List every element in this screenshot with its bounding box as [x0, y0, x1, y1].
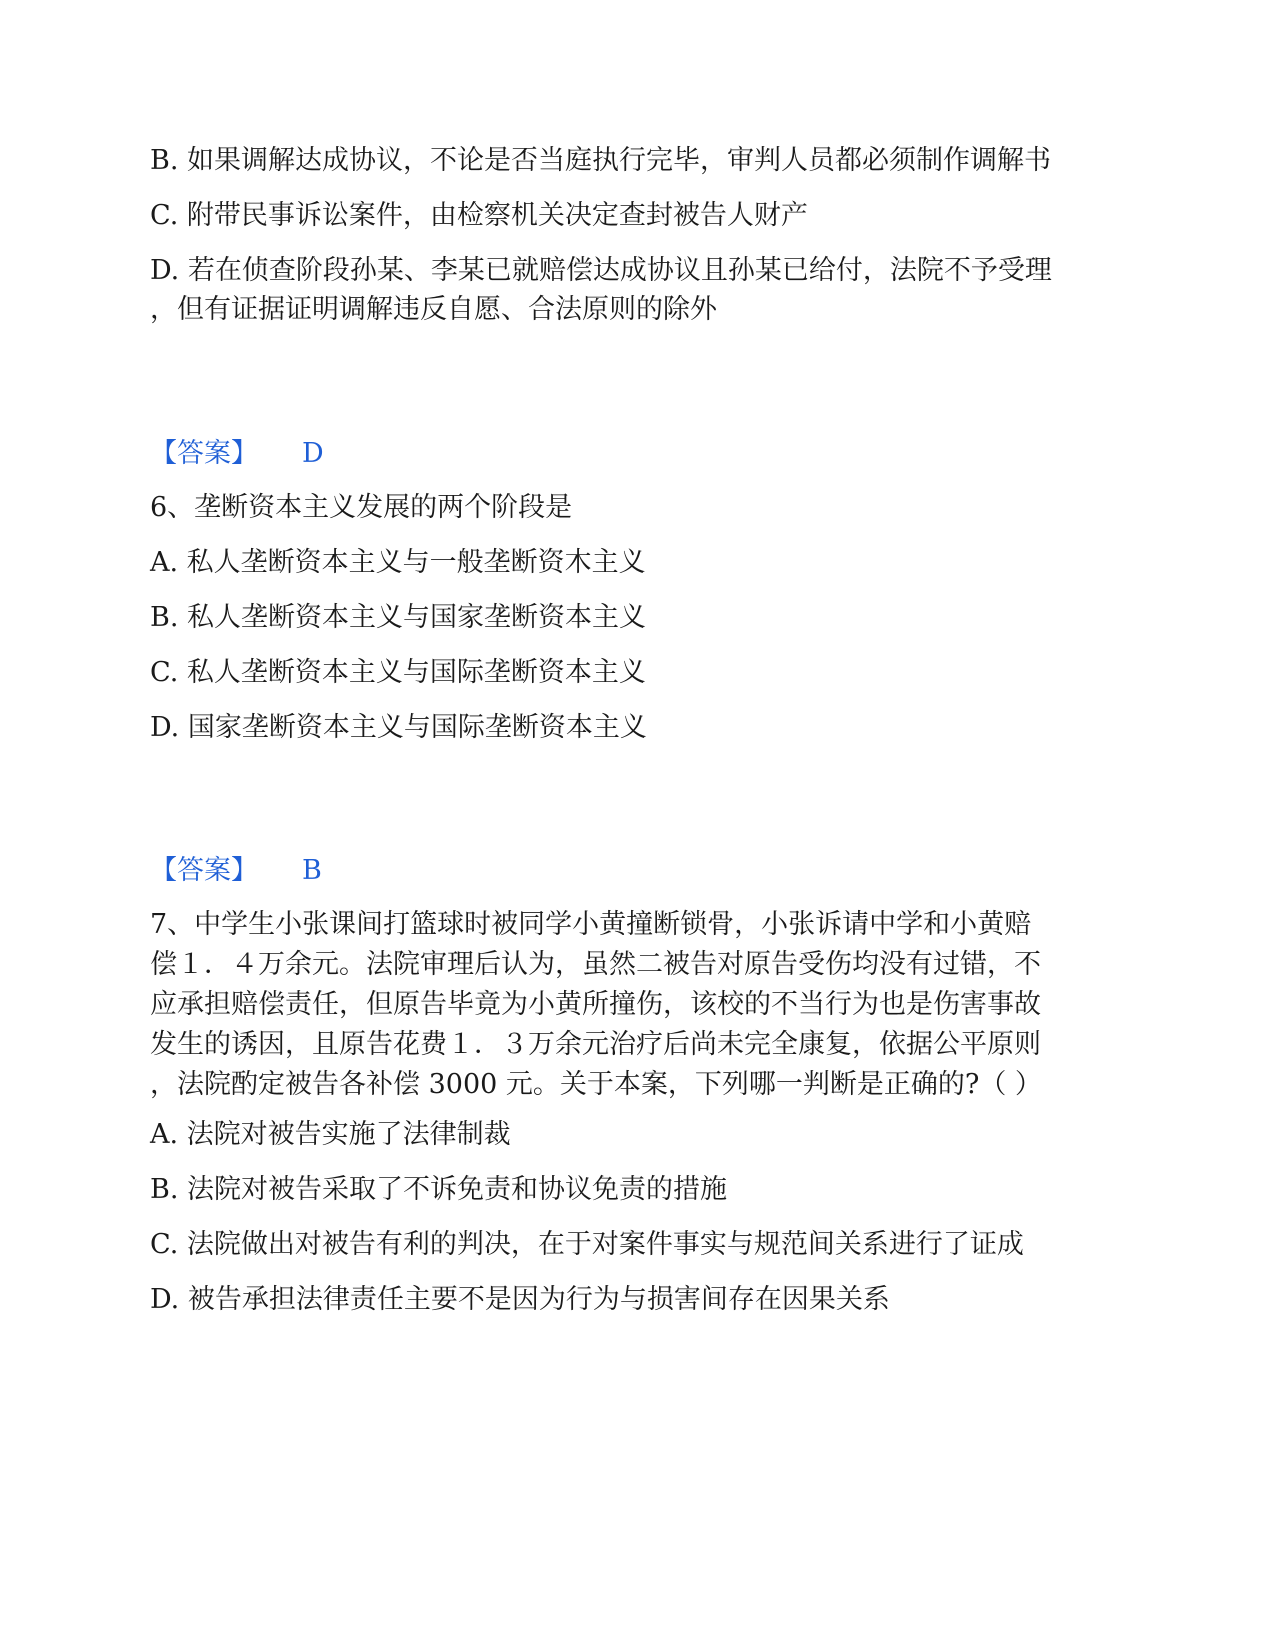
q7-question-line: 7、中学生小张课间打篮球时被同学小黄撞断锁骨，小张诉请中学和小黄赔 [150, 909, 1032, 940]
q7-option-a: A. 法院对被告实施了法律制裁 [150, 1119, 511, 1150]
answer-label: 【答案】 [150, 438, 258, 469]
q5-option-b: B. 如果调解达成协议，不论是否当庭执行完毕，审判人员都必须制作调解书 [150, 145, 1052, 176]
q6-option-c: C. 私人垄断资本主义与国际垄断资本主义 [150, 657, 646, 688]
q6-option-d: D. 国家垄断资本主义与国际垄断资本主义 [150, 712, 647, 743]
q5-option-d-line1: D. 若在侦查阶段孙某、李某已就赔偿达成协议且孙某已给付，法院不予受理 [150, 255, 1052, 286]
q7-question [150, 905, 1110, 1105]
q7-option-c: C. 法院做出对被告有利的判决，在于对案件事实与规范间关系进行了证成 [150, 1229, 1024, 1260]
q5-answer [150, 434, 324, 474]
q7-option-b: B. 法院对被告采取了不诉免责和协议免责的措施 [150, 1174, 728, 1205]
answer-value: B [302, 855, 322, 886]
answer-label: 【答案】 [150, 855, 258, 886]
q5-option-d-line2: ，但有证据证明调解违反自愿、合法原则的除外 [150, 294, 717, 325]
q6-option-b: B. 私人垄断资本主义与国家垄断资本主义 [150, 602, 647, 633]
q7-question-line: 发生的诱因，且原告花费１．３万余元治疗后尚未完全康复，依据公平原则 [150, 1029, 1041, 1060]
answer-value: D [302, 438, 324, 469]
q7-question-line: 应承担赔偿责任，但原告毕竟为小黄所撞伤，该校的不当行为也是伤害事故 [150, 989, 1041, 1020]
q6-question: 6、垄断资本主义发展的两个阶段是 [150, 492, 573, 523]
q6-answer [150, 851, 322, 891]
q7-option-d: D. 被告承担法律责任主要不是因为行为与损害间存在因果关系 [150, 1284, 890, 1315]
q5-option-c: C. 附带民事诉讼案件，由检察机关决定查封被告人财产 [150, 200, 808, 231]
q7-question-line: 偿１．４万余元。法院审理后认为，虽然二被告对原告受伤均没有过错，不 [150, 949, 1041, 980]
q7-question-line: ，法院酌定被告各补偿 3000 元。关于本案，下列哪一判断是正确的?（ ） [150, 1069, 1042, 1100]
q6-option-a: A. 私人垄断资本主义与一般垄断资木主义 [150, 547, 646, 578]
